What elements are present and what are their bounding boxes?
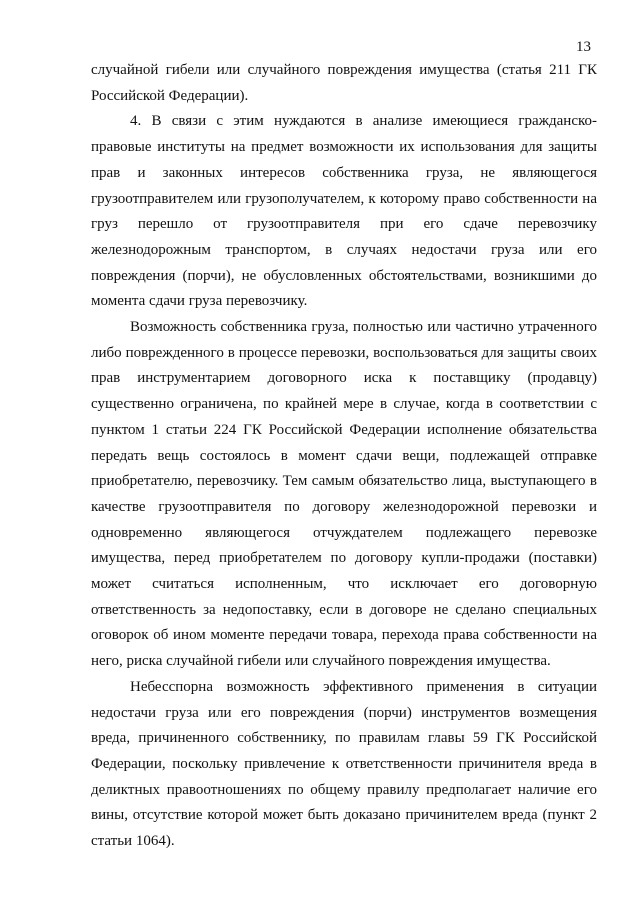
paragraph-tort-liability: Небесспорна возможность эффективного применения в ситуации недостачи груза или его повреждения (порчи) инструментов возмещения вреда, причиненного собственнику, по правилам главы 59 ГК Российской Федерации, поскольку привлечение к ответственности причинителя вреда в деликтных правоотношениях по общему правилу предполагает наличие его вины, отсутствие которой может быть доказано причинителем вреда (пункт 2 статьи 1064). xyxy=(91,678,597,850)
paragraph-contractual-claim: Возможность собственника груза, полностью или частично утраченного либо поврежденного в процессе перевозки, воспользоваться для защиты своих прав инструментарием договорного иска к поставщику (продавцу) существенно ограничена, по крайней мере в случае, когда в соответствии с пунктом 1 статьи 224 ГК Российской Федерации исполнение обязательства передать вещь состоялось в момент сдачи вещи, подлежащей отправке приобретателю, перевозчику. Тем самым обязательство лица, выступающего в качестве грузоотправителя по договору железнодорожной перевозки и одновременно являющегося отчуждателем подлежащего перевозке имущества, перед приобретателем по договору купли-продажи (поставки) может считаться исполненным, что исключает его договорную ответственность за недопоставку, если в договоре не сделано специальных оговорок об ином моменте передачи товара, перехода права собственности на него, риска случайной гибели или случайного повреждения имущества. xyxy=(91,319,597,670)
paragraph-continuation: случайной гибели или случайного повреждения имущества (статья 211 ГК Российской Федерации). xyxy=(91,62,597,104)
page-number: 13 xyxy=(576,39,591,55)
body-text xyxy=(91,58,597,855)
paragraph-item-4: 4. В связи с этим нуждаются в анализе имеющиеся гражданско-правовые институты на предмет возможности их использования для защиты прав и законных интересов собственника груза, не являющегося грузоотправителем или грузополучателем, к которому право собственности на груз перешло от грузоотправителя при его сдаче перевозчику железнодорожным транспортом, в случаях недостачи груза или его повреждения (порчи), не обусловленных обстоятельствами, возникшими до момента сдачи груза перевозчику. xyxy=(91,113,597,310)
